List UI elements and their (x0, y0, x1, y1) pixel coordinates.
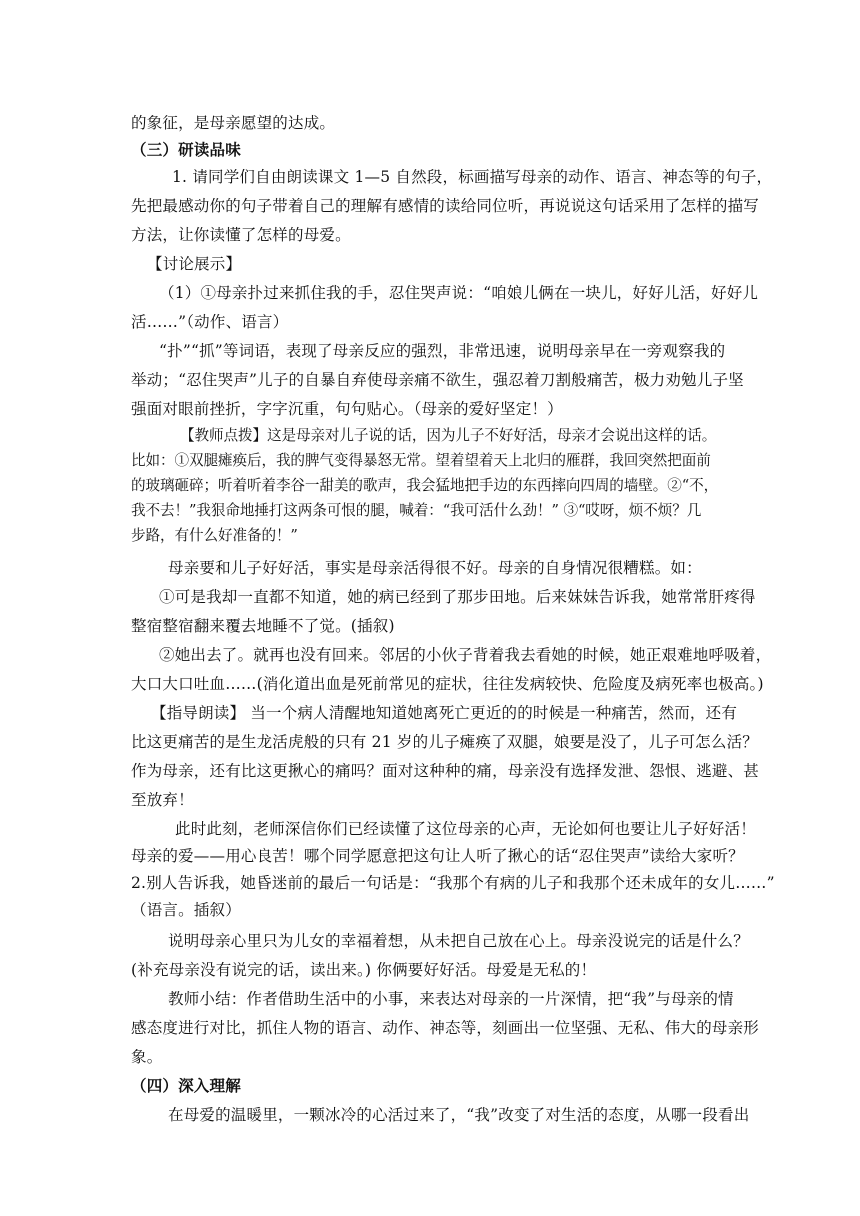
text-line: (补充母亲没有说完的话，读出来。) 你俩要好好活。母爱是无私的！ (131, 961, 597, 979)
text-line: 【讨论展示】 (147, 255, 242, 273)
text-line: 先把最感动你的句子带着自己的理解有感情的读给同位听，再说说这句话采用了怎样的描写 (131, 197, 760, 215)
text-line: 在母爱的温暖里，一颗冰冷的心活过来了，“我”改变了对生活的态度，从哪一段看出 (168, 1106, 750, 1124)
text-line: 的玻璃砸碎；听着听着李谷一甜美的歌声，我会猛地把手边的东西摔向四周的墙壁。②“不， (131, 477, 719, 494)
text-line: 母亲的爱——用心良苦！哪个同学愿意把这句让人听了揪心的话“忍住哭声”读给大家听？ (131, 847, 744, 865)
text-line: 此时此刻，老师深信你们已经读懂了这位母亲的心声，无论如何也要让儿子好好活！ (175, 820, 756, 838)
section-heading: （三）研读品味 (131, 140, 241, 159)
text-line: （语言。插叙） (131, 901, 241, 919)
text-line: 我不去！”我狠命地捶打这两条可恨的腿，喊着：“我可活什么劲！” ③“哎呀，烦不烦？几 (131, 502, 702, 519)
text-line: 感态度进行对比，抓住人物的语言、动作、神态等，刻画出一位坚强、无私、伟大的母亲形 (131, 1019, 760, 1037)
text-line: 方法，让你读懂了怎样的母爱。 (131, 226, 351, 244)
text-line: ②她出去了。就再也没有回来。邻居的小伙子背着我去看她的时候，她正艰难地呼吸着， (159, 646, 772, 664)
text-line: 大口大口吐血……(消化道出血是死前常见的症状，往往发病较快、危险度及病死率也极高。) (131, 675, 764, 693)
text-line: 作为母亲，还有比这更揪心的痛吗？面对这种种的痛，母亲没有选择发泄、怨恨、逃避、甚 (131, 762, 760, 780)
text-line: 母亲要和儿子好好活，事实是母亲活得很不好。母亲的自身情况很糟糕。如： (168, 559, 702, 577)
text-line: 教师小结：作者借助生活中的小事，来表达对母亲的一片深情，把“我”与母亲的情 (168, 990, 734, 1008)
text-line: 活……”（动作、语言） (131, 313, 289, 331)
text-line: 比这更痛苦的是生龙活虎般的只有 21 岁的儿子瘫痪了双腿，娘要是没了，儿子可怎么活？ (131, 733, 758, 751)
text-line: 整宿整宿翻来覆去地睡不了觉。(插叙) (131, 617, 395, 635)
text-line: 2.别人告诉我，她昏迷前的最后一句话是：“我那个有病的儿子和我那个还未成年的女儿……” (131, 874, 775, 892)
section-heading: （四）深入理解 (131, 1076, 241, 1095)
text-line: 【教师点拨】这是母亲对儿子说的话，因为儿子不好好活，母亲才会说出这样的话。 (180, 427, 717, 444)
text-line: 说明母亲心里只为儿女的幸福着想，从未把自己放在心上。母亲没说完的话是什么？ (168, 932, 749, 950)
text-line: 象。 (131, 1048, 163, 1066)
text-line: 比如：①双腿瘫痪后，我的脾气变得暴怒无常。望着望着天上北归的雁群，我回突然把面前 (131, 452, 711, 469)
text-line: 的象征，是母亲愿望的达成。 (131, 114, 336, 132)
text-line: ①可是我却一直都不知道，她的病已经到了那步田地。后来妹妹告诉我，她常常肝疼得 (159, 588, 756, 606)
text-line: 步路，有什么好准备的！” (131, 527, 298, 544)
text-line: （1）①母亲扑过来抓住我的手，忍住哭声说：“咱娘儿俩在一块儿，好好儿活，好好儿 (159, 284, 759, 302)
text-line: 【指导朗读】 当一个病人清醒地知道她离死亡更近的的时候是一种痛苦，然而，还有 (151, 704, 738, 722)
text-line: “扑”“抓”等词语，表现了母亲反应的强烈，非常迅速，说明母亲早在一旁观察我的 (159, 342, 726, 360)
text-line: 举动；“忍住哭声”儿子的自暴自弃使母亲痛不欲生，强忍着刀割般痛苦，极力劝勉儿子坚 (131, 371, 744, 389)
text-line: 至放弃！ (131, 791, 194, 809)
text-line: 强面对眼前挫折，字字沉重，句句贴心。（母亲的爱好坚定！） (131, 400, 563, 418)
text-line: 1. 请同学们自由朗读课文 1—5 自然段，标画描写母亲的动作、语言、神态等的句子， (172, 168, 773, 186)
